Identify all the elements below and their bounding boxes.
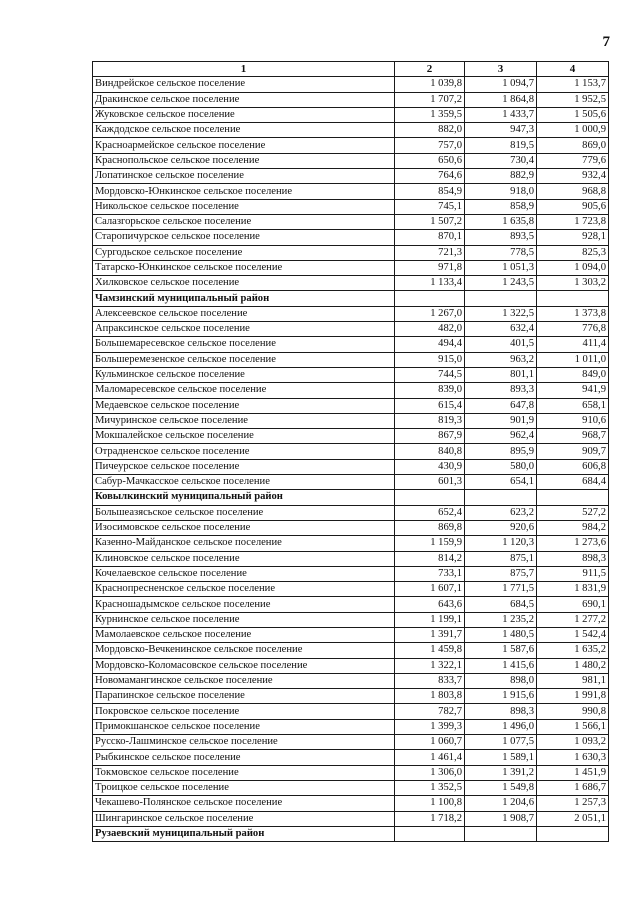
value-col-3: 778,5 (465, 245, 537, 260)
table-row (93, 398, 609, 413)
table-row (93, 582, 609, 597)
settlement-name: Никольское сельское поселение (93, 199, 395, 214)
value-col-3: 920,6 (465, 520, 537, 535)
table-section-row (93, 490, 609, 505)
settlement-name: Рыбкинское сельское поселение (93, 750, 395, 765)
settlement-name: Краснопольское сельское поселение (93, 153, 395, 168)
value-col-2: 1 461,4 (395, 750, 465, 765)
table-section-row (93, 291, 609, 306)
value-col-4: 1 723,8 (537, 214, 609, 229)
value-col-4: 606,8 (537, 459, 609, 474)
settlement-name: Сургодьское сельское поселение (93, 245, 395, 260)
value-col-2 (395, 826, 465, 841)
value-col-2: 915,0 (395, 352, 465, 367)
settlement-name: Мордовско-Вечкенинское сельское поселение (93, 643, 395, 658)
table-row (93, 811, 609, 826)
value-col-3: 684,5 (465, 597, 537, 612)
table-row (93, 444, 609, 459)
value-col-4: 1 566,1 (537, 719, 609, 734)
value-col-3: 819,5 (465, 138, 537, 153)
value-col-2: 757,0 (395, 138, 465, 153)
settlement-name: Мичуринское сельское поселение (93, 413, 395, 428)
table-row (93, 612, 609, 627)
value-col-3: 1 322,5 (465, 306, 537, 321)
table-row (93, 459, 609, 474)
value-col-2: 721,3 (395, 245, 465, 260)
value-col-2: 1 391,7 (395, 627, 465, 642)
table-row (93, 199, 609, 214)
value-col-2: 1 607,1 (395, 582, 465, 597)
value-col-3: 947,3 (465, 123, 537, 138)
settlement-name: Старопичурское сельское поселение (93, 230, 395, 245)
settlement-name: Русско-Лашминское сельское поселение (93, 735, 395, 750)
value-col-3: 1 415,6 (465, 658, 537, 673)
settlement-name: Медаевское сельское поселение (93, 398, 395, 413)
value-col-4: 1 153,7 (537, 77, 609, 92)
district-name: Чамзинский муниципальный район (93, 291, 395, 306)
value-col-2: 1 267,0 (395, 306, 465, 321)
value-col-4: 779,6 (537, 153, 609, 168)
settlement-name: Кульминское сельское поселение (93, 367, 395, 382)
value-col-2: 869,8 (395, 520, 465, 535)
value-col-4: 941,9 (537, 383, 609, 398)
table-row (93, 780, 609, 795)
table-row (93, 169, 609, 184)
value-col-3: 893,3 (465, 383, 537, 398)
value-col-2: 1 199,1 (395, 612, 465, 627)
value-col-4: 1 686,7 (537, 780, 609, 795)
table-row (93, 107, 609, 122)
table-row (93, 597, 609, 612)
value-col-2: 1 459,8 (395, 643, 465, 658)
value-col-2: 1 060,7 (395, 735, 465, 750)
value-col-2: 430,9 (395, 459, 465, 474)
table-row (93, 77, 609, 92)
value-col-3: 895,9 (465, 444, 537, 459)
value-col-4: 928,1 (537, 230, 609, 245)
value-col-2: 840,8 (395, 444, 465, 459)
settlement-name: Кочелаевское сельское поселение (93, 566, 395, 581)
page-number: 7 (602, 34, 610, 50)
table-row (93, 214, 609, 229)
value-col-2: 764,6 (395, 169, 465, 184)
settlement-name: Изосимовское сельское поселение (93, 520, 395, 535)
table-row (93, 643, 609, 658)
value-col-2: 1 399,3 (395, 719, 465, 734)
settlement-name: Большеремезенское сельское поселение (93, 352, 395, 367)
table-row (93, 337, 609, 352)
value-col-2: 733,1 (395, 566, 465, 581)
table-row (93, 658, 609, 673)
value-col-2: 1 133,4 (395, 276, 465, 291)
value-col-4: 1 303,2 (537, 276, 609, 291)
value-col-3: 1 120,3 (465, 536, 537, 551)
column-header-1: 1 (93, 62, 395, 77)
settlement-name: Виндрейское сельское поселение (93, 77, 395, 92)
value-col-2: 1 159,9 (395, 536, 465, 551)
settlement-name: Примокшанское сельское поселение (93, 719, 395, 734)
settlement-name: Краснопресненское сельское поселение (93, 582, 395, 597)
value-col-2: 745,1 (395, 199, 465, 214)
value-col-4 (537, 291, 609, 306)
value-col-3: 1 635,8 (465, 214, 537, 229)
value-col-4: 981,1 (537, 673, 609, 688)
table-row (93, 689, 609, 704)
value-col-3: 1 771,5 (465, 582, 537, 597)
settlement-name: Маломаресевское сельское поселение (93, 383, 395, 398)
settlement-name: Салазгорьское сельское поселение (93, 214, 395, 229)
table-row (93, 735, 609, 750)
value-col-2: 1 039,8 (395, 77, 465, 92)
table-row (93, 352, 609, 367)
value-col-4: 990,8 (537, 704, 609, 719)
value-col-3: 1 915,6 (465, 689, 537, 704)
value-col-2: 482,0 (395, 322, 465, 337)
settlement-name: Шингаринское сельское поселение (93, 811, 395, 826)
value-col-3: 918,0 (465, 184, 537, 199)
table-row (93, 505, 609, 520)
column-header-2: 2 (395, 62, 465, 77)
value-col-4: 1 480,2 (537, 658, 609, 673)
table-row (93, 184, 609, 199)
settlement-name: Жуковское сельское поселение (93, 107, 395, 122)
settlement-name: Отрадненское сельское поселение (93, 444, 395, 459)
table-row (93, 551, 609, 566)
value-col-3: 580,0 (465, 459, 537, 474)
settlement-name: Каждодское сельское поселение (93, 123, 395, 138)
value-col-3 (465, 291, 537, 306)
value-col-4: 869,0 (537, 138, 609, 153)
value-col-3 (465, 826, 537, 841)
value-col-4: 2 051,1 (537, 811, 609, 826)
value-col-2: 1 306,0 (395, 765, 465, 780)
table-header-row (93, 62, 609, 77)
value-col-3: 1 480,5 (465, 627, 537, 642)
value-col-2: 870,1 (395, 230, 465, 245)
value-col-2: 971,8 (395, 260, 465, 275)
value-col-3: 893,5 (465, 230, 537, 245)
settlement-name: Красношадымское сельское поселение (93, 597, 395, 612)
value-col-4: 1 093,2 (537, 735, 609, 750)
value-col-4 (537, 490, 609, 505)
value-col-4: 932,4 (537, 169, 609, 184)
value-col-3: 962,4 (465, 429, 537, 444)
value-col-2: 601,3 (395, 475, 465, 490)
value-col-4: 411,4 (537, 337, 609, 352)
value-col-2: 814,2 (395, 551, 465, 566)
settlement-name: Мордовско-Коломасовское сельское поселение (93, 658, 395, 673)
value-col-2: 867,9 (395, 429, 465, 444)
value-col-4: 849,0 (537, 367, 609, 382)
table-row (93, 245, 609, 260)
value-col-4: 1 451,9 (537, 765, 609, 780)
settlement-name: Пичеурское сельское поселение (93, 459, 395, 474)
value-col-4: 1 991,8 (537, 689, 609, 704)
value-col-3: 801,1 (465, 367, 537, 382)
value-col-2: 819,3 (395, 413, 465, 428)
settlement-name: Большеазясьское сельское поселение (93, 505, 395, 520)
value-col-3: 858,9 (465, 199, 537, 214)
value-col-3 (465, 490, 537, 505)
value-col-3: 1 094,7 (465, 77, 537, 92)
table-row (93, 475, 609, 490)
table-row (93, 306, 609, 321)
table-row (93, 765, 609, 780)
value-col-2 (395, 291, 465, 306)
value-col-2: 650,6 (395, 153, 465, 168)
table-row (93, 367, 609, 382)
value-col-2: 882,0 (395, 123, 465, 138)
settlement-name: Хилковское сельское поселение (93, 276, 395, 291)
settlement-name: Токмовское сельское поселение (93, 765, 395, 780)
value-col-2: 1 352,5 (395, 780, 465, 795)
value-col-4: 1 542,4 (537, 627, 609, 642)
settlement-name: Новомамангинское сельское поселение (93, 673, 395, 688)
value-col-4: 776,8 (537, 322, 609, 337)
value-col-2: 854,9 (395, 184, 465, 199)
value-col-4: 1 094,0 (537, 260, 609, 275)
value-col-4: 684,4 (537, 475, 609, 490)
value-col-2: 744,5 (395, 367, 465, 382)
value-col-4: 1 277,2 (537, 612, 609, 627)
value-col-3: 1 549,8 (465, 780, 537, 795)
settlement-name: Покровское сельское поселение (93, 704, 395, 719)
value-col-3: 401,5 (465, 337, 537, 352)
value-col-2: 782,7 (395, 704, 465, 719)
value-col-4: 1 257,3 (537, 796, 609, 811)
settlement-name: Дракинское сельское поселение (93, 92, 395, 107)
table-row (93, 153, 609, 168)
value-col-4: 1 373,8 (537, 306, 609, 321)
table-section-row (93, 826, 609, 841)
value-col-3: 882,9 (465, 169, 537, 184)
value-col-4: 905,6 (537, 199, 609, 214)
settlement-name: Чекашево-Полянское сельское поселение (93, 796, 395, 811)
value-col-4: 1 011,0 (537, 352, 609, 367)
value-col-3: 632,4 (465, 322, 537, 337)
table-row (93, 796, 609, 811)
value-col-3: 963,2 (465, 352, 537, 367)
table-row (93, 123, 609, 138)
value-col-3: 898,3 (465, 704, 537, 719)
value-col-2: 1 507,2 (395, 214, 465, 229)
table-row (93, 322, 609, 337)
value-col-4: 1 000,9 (537, 123, 609, 138)
value-col-2 (395, 490, 465, 505)
value-col-3: 1 908,7 (465, 811, 537, 826)
value-col-2: 652,4 (395, 505, 465, 520)
value-col-4: 909,7 (537, 444, 609, 459)
budget-table (92, 61, 609, 842)
value-col-2: 1 803,8 (395, 689, 465, 704)
value-col-4: 1 630,3 (537, 750, 609, 765)
value-col-3: 901,9 (465, 413, 537, 428)
value-col-4: 825,3 (537, 245, 609, 260)
value-col-4: 527,2 (537, 505, 609, 520)
table-row (93, 413, 609, 428)
value-col-4: 910,6 (537, 413, 609, 428)
settlement-name: Мокшалейское сельское поселение (93, 429, 395, 444)
value-col-3: 1 433,7 (465, 107, 537, 122)
table-row (93, 230, 609, 245)
value-col-4: 690,1 (537, 597, 609, 612)
value-col-2: 1 359,5 (395, 107, 465, 122)
column-header-4: 4 (537, 62, 609, 77)
settlement-name: Клиновское сельское поселение (93, 551, 395, 566)
value-col-2: 494,4 (395, 337, 465, 352)
table-row (93, 566, 609, 581)
value-col-4: 1 273,6 (537, 536, 609, 551)
settlement-name: Алексеевское сельское поселение (93, 306, 395, 321)
value-col-3: 1 077,5 (465, 735, 537, 750)
value-col-3: 1 864,8 (465, 92, 537, 107)
table-row (93, 627, 609, 642)
table-row (93, 260, 609, 275)
value-col-4: 1 952,5 (537, 92, 609, 107)
table-row (93, 719, 609, 734)
table-row (93, 520, 609, 535)
value-col-3: 647,8 (465, 398, 537, 413)
settlement-name: Большемаресевское сельское поселение (93, 337, 395, 352)
value-col-3: 1 243,5 (465, 276, 537, 291)
value-col-4: 1 505,6 (537, 107, 609, 122)
value-col-2: 1 100,8 (395, 796, 465, 811)
table-row (93, 750, 609, 765)
value-col-4: 1 635,2 (537, 643, 609, 658)
value-col-3: 1 496,0 (465, 719, 537, 734)
value-col-3: 875,7 (465, 566, 537, 581)
value-col-3: 1 589,1 (465, 750, 537, 765)
table-row (93, 383, 609, 398)
value-col-2: 1 322,1 (395, 658, 465, 673)
value-col-3: 1 235,2 (465, 612, 537, 627)
table-row (93, 138, 609, 153)
table-body (93, 77, 609, 842)
value-col-4: 658,1 (537, 398, 609, 413)
value-col-4: 1 831,9 (537, 582, 609, 597)
settlement-name: Мордовско-Юнкинское сельское поселение (93, 184, 395, 199)
table-row (93, 92, 609, 107)
value-col-3: 1 587,6 (465, 643, 537, 658)
table-row (93, 704, 609, 719)
value-col-3: 623,2 (465, 505, 537, 520)
district-name: Рузаевский муниципальный район (93, 826, 395, 841)
table-row (93, 673, 609, 688)
settlement-name: Казенно-Майданское сельское поселение (93, 536, 395, 551)
settlement-name: Красноармейское сельское поселение (93, 138, 395, 153)
value-col-2: 833,7 (395, 673, 465, 688)
value-col-4: 968,7 (537, 429, 609, 444)
value-col-4: 968,8 (537, 184, 609, 199)
settlement-name: Сабур-Мачкасское сельское поселение (93, 475, 395, 490)
value-col-4: 984,2 (537, 520, 609, 535)
table-row (93, 429, 609, 444)
value-col-2: 615,4 (395, 398, 465, 413)
value-col-3: 1 051,3 (465, 260, 537, 275)
value-col-3: 1 204,6 (465, 796, 537, 811)
value-col-3: 875,1 (465, 551, 537, 566)
value-col-2: 1 718,2 (395, 811, 465, 826)
district-name: Ковылкинский муниципальный район (93, 490, 395, 505)
settlement-name: Татарско-Юнкинское сельское поселение (93, 260, 395, 275)
value-col-3: 898,0 (465, 673, 537, 688)
value-col-4: 911,5 (537, 566, 609, 581)
value-col-3: 730,4 (465, 153, 537, 168)
column-header-3: 3 (465, 62, 537, 77)
value-col-4: 898,3 (537, 551, 609, 566)
value-col-3: 1 391,2 (465, 765, 537, 780)
settlement-name: Лопатинское сельское поселение (93, 169, 395, 184)
settlement-name: Мамолаевское сельское поселение (93, 627, 395, 642)
settlement-name: Курнинское сельское поселение (93, 612, 395, 627)
settlement-name: Парапинское сельское поселение (93, 689, 395, 704)
value-col-2: 643,6 (395, 597, 465, 612)
settlement-name: Апраксинское сельское поселение (93, 322, 395, 337)
table-row (93, 276, 609, 291)
table-row (93, 536, 609, 551)
value-col-2: 839,0 (395, 383, 465, 398)
value-col-4 (537, 826, 609, 841)
value-col-3: 654,1 (465, 475, 537, 490)
value-col-2: 1 707,2 (395, 92, 465, 107)
settlement-name: Троицкое сельское поселение (93, 780, 395, 795)
